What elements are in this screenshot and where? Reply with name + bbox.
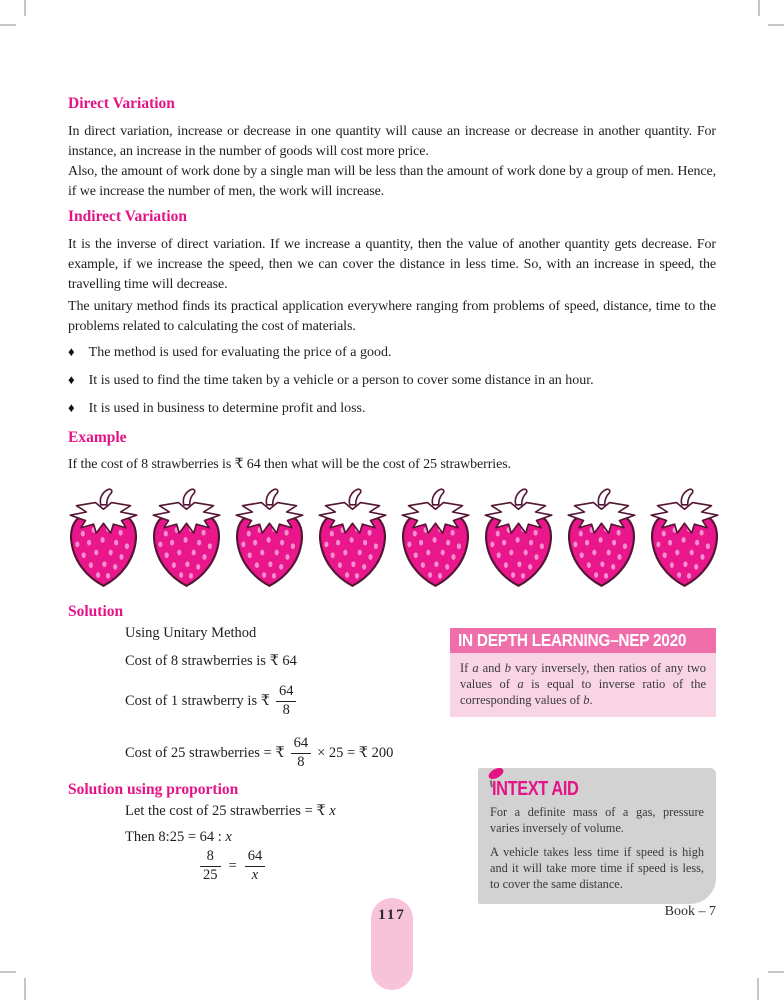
solution-line-cost25 bbox=[125, 736, 393, 771]
fraction-denominator: 8 bbox=[282, 701, 290, 718]
proportion-equation bbox=[200, 849, 265, 884]
intext-aid-header bbox=[490, 776, 704, 802]
then-text: Then 8:25 = 64 : bbox=[125, 829, 226, 845]
bullet-item bbox=[68, 372, 716, 389]
fraction-numerator: 64 bbox=[291, 736, 312, 754]
proportion-then-line bbox=[125, 829, 232, 846]
crop-mark bbox=[0, 24, 16, 26]
variable-x: x bbox=[329, 803, 336, 819]
strawberry-icon bbox=[146, 484, 227, 594]
fraction-numerator: 64 bbox=[276, 684, 297, 702]
variable-b: b bbox=[504, 661, 511, 675]
in-depth-learning-header bbox=[450, 628, 716, 653]
body-text: and bbox=[478, 661, 505, 675]
cost25-result: × 25 = ₹ 200 bbox=[317, 744, 394, 761]
bullet-text: It is used to find the time taken by a vehicle or a person to cover some distance in an hour. bbox=[88, 373, 594, 388]
diamond-bullet-icon: ♦ bbox=[68, 372, 75, 387]
crop-mark bbox=[0, 971, 16, 973]
fraction-denominator: 25 bbox=[203, 866, 218, 883]
crop-mark bbox=[757, 978, 759, 1000]
fraction bbox=[200, 849, 221, 884]
strawberry-illustration-row bbox=[63, 484, 725, 596]
crop-mark bbox=[768, 971, 784, 973]
variable-x: x bbox=[225, 829, 232, 845]
page-number-pill bbox=[371, 898, 413, 990]
heading-example: Example bbox=[68, 429, 127, 446]
cost25-text: Cost of 25 strawberries = ₹ bbox=[125, 744, 285, 761]
bullet-item bbox=[68, 344, 716, 361]
fraction-denominator: 8 bbox=[297, 753, 305, 770]
body-text: vary inversely, then ratios of any two values of bbox=[460, 661, 706, 691]
solution-line-unitary: Using Unitary Method bbox=[125, 625, 257, 641]
proportion-let-line bbox=[125, 803, 336, 820]
heading-direct-variation: Direct Variation bbox=[68, 95, 175, 112]
paragraph-direct-2: Also, the amount of work done by a single man will be less than the amount of work done by a group of men. Hence, if we increase the number of men, the work will increase. bbox=[68, 164, 716, 199]
intext-aid-box bbox=[478, 768, 716, 904]
diamond-bullet-icon: ♦ bbox=[68, 344, 75, 359]
variable-b: b bbox=[583, 693, 590, 707]
in-depth-learning-title: IN DEPTH LEARNING–NEP 2020 bbox=[458, 630, 687, 650]
strawberry-icon bbox=[561, 484, 642, 594]
solution-line-cost8: Cost of 8 strawberries is ₹ 64 bbox=[125, 653, 297, 669]
variable-a: a bbox=[517, 677, 524, 691]
body-text: is equal to inverse ratio of the corresponding values of bbox=[460, 677, 706, 707]
strawberry-icon bbox=[63, 484, 144, 594]
bullet-text: The method is used for evaluating the price of a good. bbox=[88, 345, 392, 360]
heading-solution: Solution bbox=[68, 603, 124, 620]
intext-aid-title: INTEXT AID bbox=[492, 778, 579, 800]
strawberry-icon bbox=[229, 484, 310, 594]
intext-aid-paragraph-2: A vehicle takes less time if speed is high and it will take more time if speed is less, to cover the same distance. bbox=[490, 845, 704, 891]
in-depth-learning-box bbox=[450, 628, 716, 717]
strawberry-icon bbox=[312, 484, 393, 594]
strawberry-icon bbox=[478, 484, 559, 594]
equals-sign: = bbox=[228, 857, 237, 874]
cost1-text: Cost of 1 strawberry is ₹ bbox=[125, 692, 270, 709]
solution-line-cost1 bbox=[125, 684, 296, 719]
crop-mark bbox=[758, 0, 760, 16]
crop-mark bbox=[768, 24, 784, 26]
heading-solution-proportion: Solution using proportion bbox=[68, 781, 239, 798]
paragraph-direct-1: In direct variation, increase or decrease in one quantity will cause an increase or decrease in another quantity. For instance, an increase in the number of goods will cost more price. bbox=[68, 124, 716, 159]
fraction bbox=[276, 684, 297, 719]
fraction bbox=[245, 849, 266, 884]
heading-indirect-variation: Indirect Variation bbox=[68, 208, 187, 225]
in-depth-learning-body bbox=[450, 653, 716, 717]
crop-mark bbox=[24, 978, 26, 1000]
book-label: Book – 7 bbox=[664, 904, 716, 919]
intext-aid-paragraph-1: For a definite mass of a gas, pressure varies inversely of volume. bbox=[490, 805, 704, 835]
fraction-numerator: 8 bbox=[200, 849, 221, 867]
strawberry-icon bbox=[644, 484, 725, 594]
fraction bbox=[291, 736, 312, 771]
paragraph-unitary-method: The unitary method finds its practical application everywhere ranging from problems of speed, distance, time to the problems related to calculating the cost of materials. bbox=[68, 299, 716, 334]
fraction-denominator: x bbox=[251, 866, 259, 883]
fraction-numerator: 64 bbox=[245, 849, 266, 867]
bullet-item bbox=[68, 400, 716, 417]
let-text: Let the cost of 25 strawberries = ₹ bbox=[125, 803, 330, 819]
crop-mark bbox=[24, 0, 26, 16]
body-text: If bbox=[460, 661, 473, 675]
variable-a: a bbox=[472, 661, 479, 675]
bullet-text: It is used in business to determine profit and loss. bbox=[88, 401, 366, 416]
example-question: If the cost of 8 strawberries is ₹ 64 then what will be the cost of 25 strawberries. bbox=[68, 457, 511, 472]
diamond-bullet-icon: ♦ bbox=[68, 400, 75, 415]
page-number: 117 bbox=[378, 907, 406, 923]
strawberry-icon bbox=[395, 484, 476, 594]
body-text: . bbox=[589, 693, 593, 707]
paragraph-indirect-1: It is the inverse of direct variation. If we increase a quantity, then the value of another quantity gets decrease. For example, if we increase the speed, then we can cover the distance in less time. So, with an increase in speed, the travelling time will decrease. bbox=[68, 237, 716, 292]
